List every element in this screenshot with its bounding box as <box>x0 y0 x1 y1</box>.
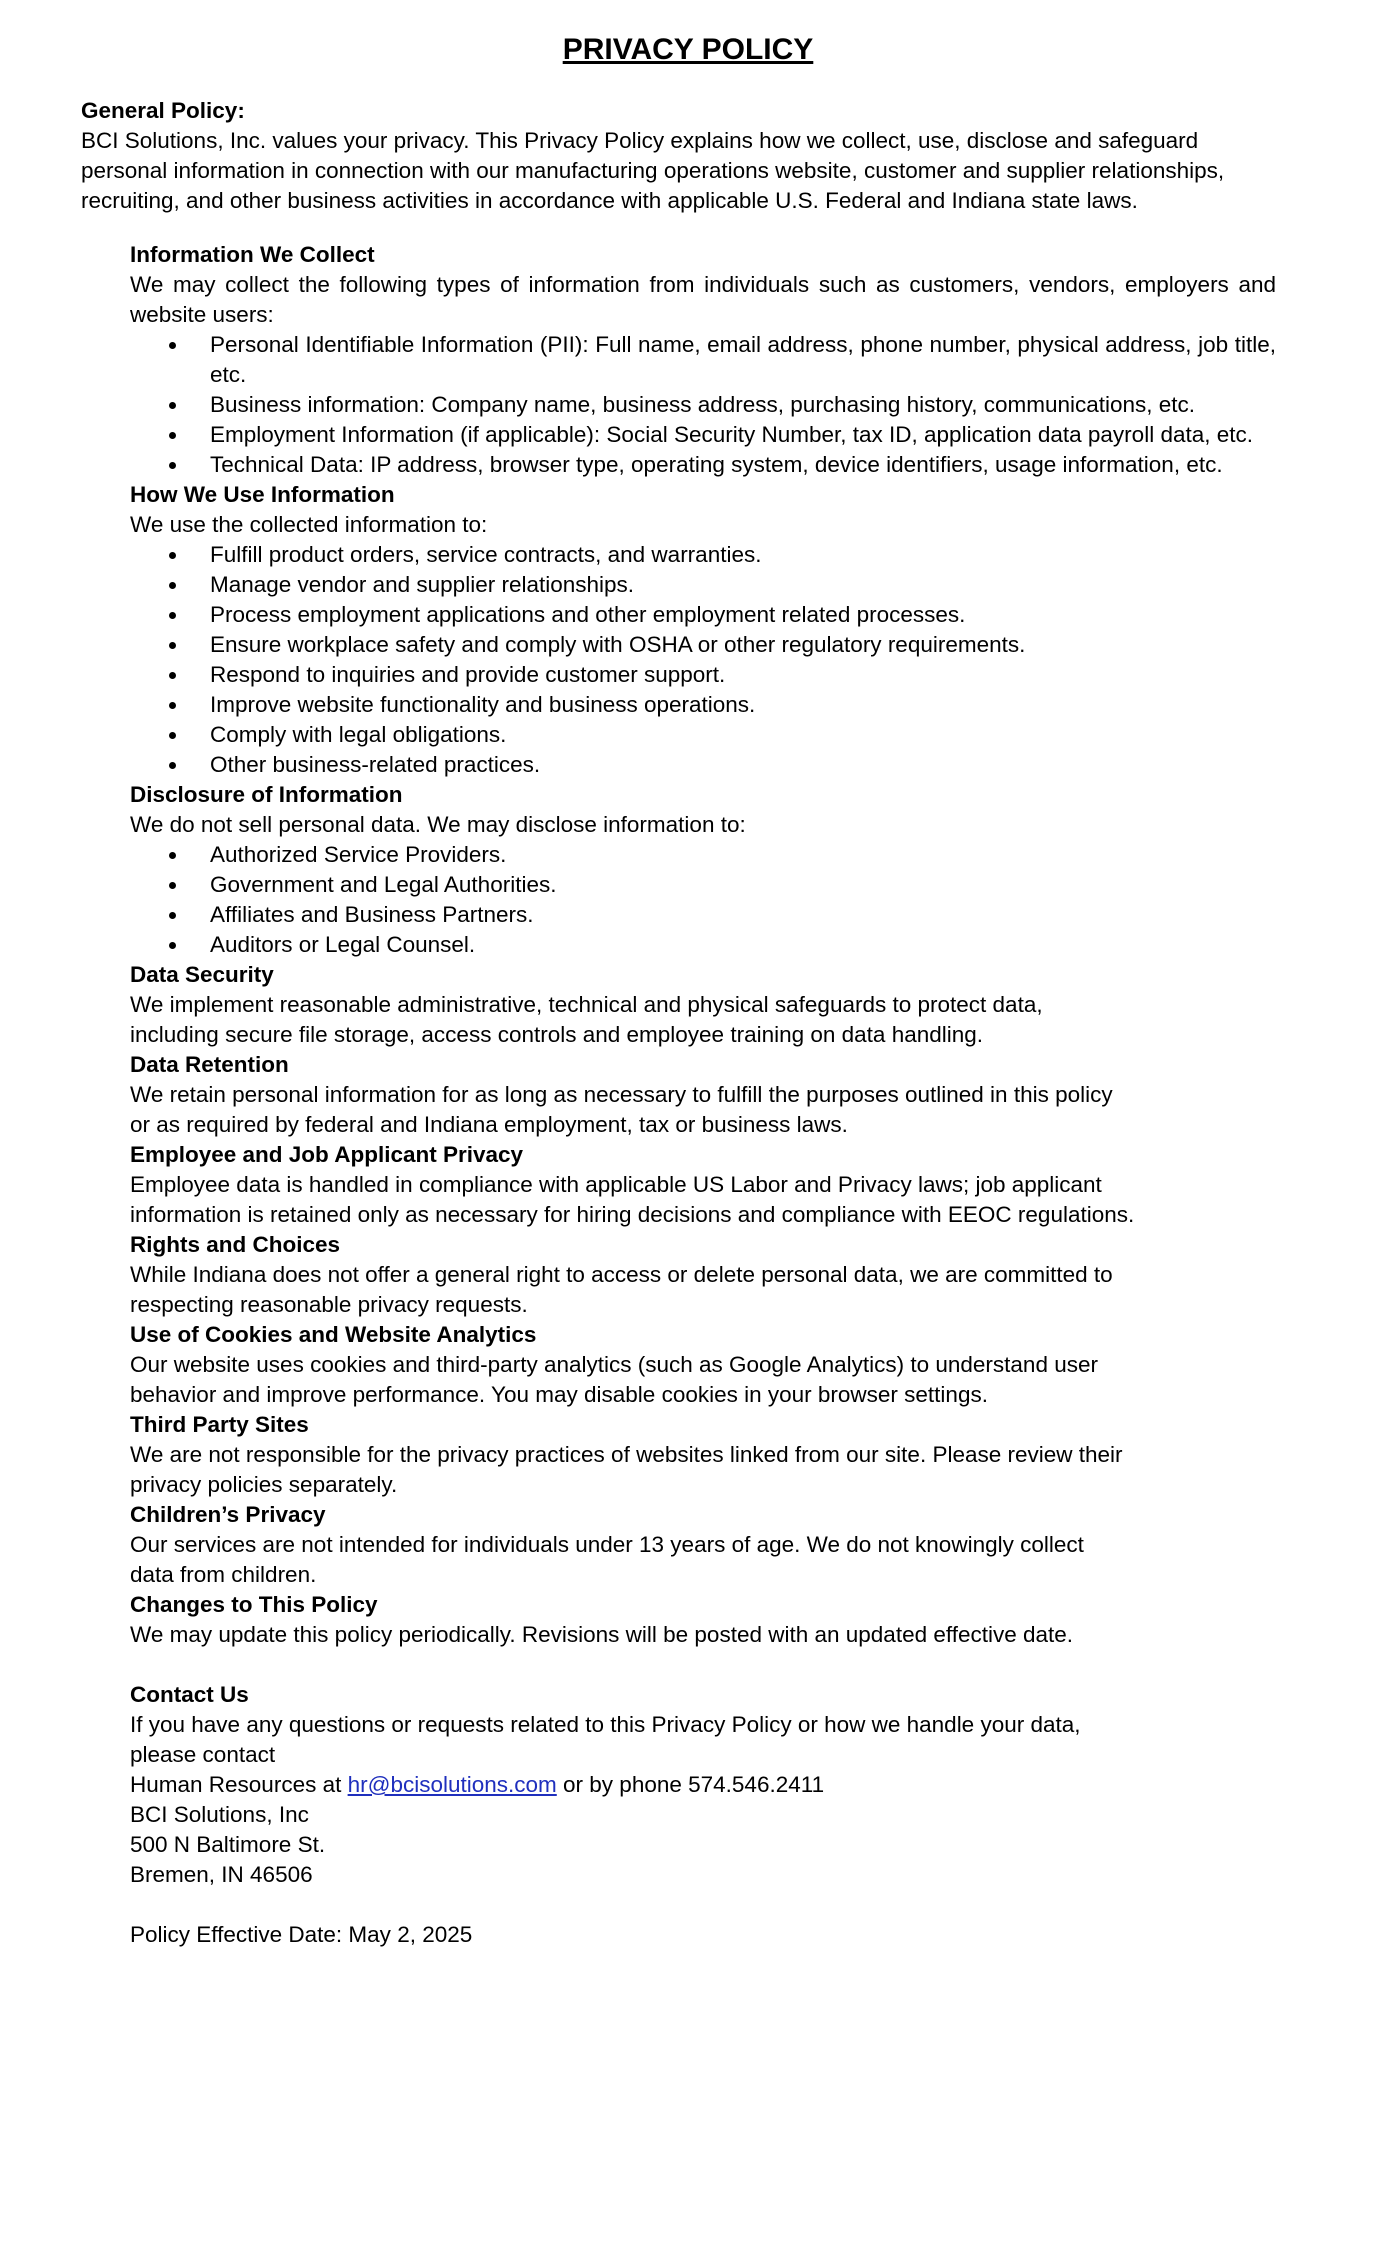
rights-section <box>130 1230 1276 1320</box>
bullet-icon <box>169 732 176 739</box>
changes-section <box>130 1590 1276 1650</box>
list-item: Authorized Service Providers. <box>130 840 1276 870</box>
contact-company: BCI Solutions, Inc <box>130 1802 309 1827</box>
list-item: Other business-related practices. <box>130 750 1276 780</box>
disclosure-list <box>130 840 1276 960</box>
changes-line: We may update this policy periodically. Revisions will be posted with an updated effective date. <box>130 1622 1074 1647</box>
list-item: Ensure workplace safety and comply with OSHA or other regulatory requirements. <box>130 630 1276 660</box>
bullet-icon <box>169 672 176 679</box>
children-heading: Children’s Privacy <box>130 1502 326 1527</box>
security-section <box>130 960 1276 1050</box>
general-policy-heading: General Policy: <box>81 98 245 123</box>
bullet-icon <box>169 432 176 439</box>
use-heading: How We Use Information <box>130 482 395 507</box>
bullet-icon <box>169 762 176 769</box>
employee-line: Employee data is handled in compliance with applicable US Labor and Privacy laws; job applicant <box>130 1172 1102 1197</box>
third-party-line: privacy policies separately. <box>130 1472 398 1497</box>
contact-street: 500 N Baltimore St. <box>130 1832 326 1857</box>
bullet-icon <box>169 402 176 409</box>
disclosure-heading: Disclosure of Information <box>130 782 403 807</box>
collect-list <box>130 330 1276 480</box>
effective-date: Policy Effective Date: May 2, 2025 <box>130 1922 473 1947</box>
collect-section <box>130 240 1276 480</box>
retention-section <box>130 1050 1276 1140</box>
list-item: Technical Data: IP address, browser type, operating system, device identifiers, usage information, etc. <box>130 450 1276 480</box>
children-section <box>130 1500 1276 1590</box>
rights-line: While Indiana does not offer a general right to access or delete personal data, we are committed to <box>130 1262 1113 1287</box>
list-item: Affiliates and Business Partners. <box>130 900 1276 930</box>
bullet-icon <box>169 702 176 709</box>
retention-line: We retain personal information for as long as necessary to fulfill the purposes outlined in this policy <box>130 1082 1113 1107</box>
security-heading: Data Security <box>130 962 274 987</box>
bullet-icon <box>169 342 176 349</box>
list-item: Manage vendor and supplier relationships. <box>130 570 1276 600</box>
third-party-section <box>130 1410 1276 1500</box>
policy-sections <box>130 240 1276 1950</box>
use-intro: We use the collected information to: <box>130 512 488 537</box>
third-party-heading: Third Party Sites <box>130 1412 309 1437</box>
third-party-line: We are not responsible for the privacy practices of websites linked from our site. Please review their <box>130 1442 1123 1467</box>
contact-line: If you have any questions or requests related to this Privacy Policy or how we handle your data, <box>130 1712 1081 1737</box>
list-item: Respond to inquiries and provide customer support. <box>130 660 1276 690</box>
collect-intro: We may collect the following types of information from individuals such as customers, vendors, employers and website users: <box>130 272 1276 327</box>
disclosure-section <box>130 780 1276 960</box>
bullet-icon <box>169 852 176 859</box>
use-list <box>130 540 1276 780</box>
changes-heading: Changes to This Policy <box>130 1592 378 1617</box>
disclosure-intro: We do not sell personal data. We may disclose information to: <box>130 812 746 837</box>
list-item: Government and Legal Authorities. <box>130 870 1276 900</box>
list-item: Personal Identifiable Information (PII): Full name, email address, phone number, physical address, job title, etc. <box>130 330 1276 390</box>
bullet-icon <box>169 882 176 889</box>
retention-line: or as required by federal and Indiana employment, tax or business laws. <box>130 1112 848 1137</box>
cookies-line: Our website uses cookies and third-party analytics (such as Google Analytics) to understand user <box>130 1352 1098 1377</box>
employee-heading: Employee and Job Applicant Privacy <box>130 1142 524 1167</box>
bullet-icon <box>169 582 176 589</box>
list-item: Fulfill product orders, service contracts, and warranties. <box>130 540 1276 570</box>
cookies-line: behavior and improve performance. You may disable cookies in your browser settings. <box>130 1382 988 1407</box>
collect-heading: Information We Collect <box>130 242 375 267</box>
retention-heading: Data Retention <box>130 1052 289 1077</box>
employee-section <box>130 1140 1276 1230</box>
list-item: Improve website functionality and business operations. <box>130 690 1276 720</box>
list-item: Comply with legal obligations. <box>130 720 1276 750</box>
security-line: We implement reasonable administrative, technical and physical safeguards to protect data, <box>130 992 1043 1017</box>
bullet-icon <box>169 552 176 559</box>
children-line: Our services are not intended for individuals under 13 years of age. We do not knowingly collect <box>130 1532 1084 1557</box>
cookies-heading: Use of Cookies and Website Analytics <box>130 1322 537 1347</box>
list-item: Process employment applications and other employment related processes. <box>130 600 1276 630</box>
list-item: Auditors or Legal Counsel. <box>130 930 1276 960</box>
contact-city: Bremen, IN 46506 <box>130 1862 313 1887</box>
bullet-icon <box>169 942 176 949</box>
security-line: including secure file storage, access controls and employee training on data handling. <box>130 1022 984 1047</box>
general-policy-section <box>81 96 1276 216</box>
contact-line: please contact <box>130 1742 276 1767</box>
contact-heading: Contact Us <box>130 1682 249 1707</box>
bullet-icon <box>169 612 176 619</box>
list-item: Business information: Company name, business address, purchasing history, communications, etc. <box>130 390 1276 420</box>
bullet-icon <box>169 462 176 469</box>
rights-line: respecting reasonable privacy requests. <box>130 1292 528 1317</box>
list-item: Employment Information (if applicable): Social Security Number, tax ID, application data payroll data, etc. <box>130 420 1276 450</box>
bullet-icon <box>169 912 176 919</box>
employee-line: information is retained only as necessary for hiring decisions and compliance with EEOC regulations. <box>130 1202 1135 1227</box>
bullet-icon <box>169 642 176 649</box>
use-section <box>130 480 1276 780</box>
general-policy-body: BCI Solutions, Inc. values your privacy. This Privacy Policy explains how we collect, use, disclose and safeguard personal information in connection with our manufacturing operations website, customer and supplier relationships, recruiting, and other business activities in accordance with applicable U.S. Federal and Indiana state laws. <box>81 128 1225 213</box>
spacer <box>130 1890 1276 1920</box>
page-title: PRIVACY POLICY <box>562 33 814 66</box>
contact-section <box>130 1680 1276 1890</box>
children-line: data from children. <box>130 1562 317 1587</box>
spacer <box>130 1650 1276 1680</box>
hr-email-link[interactable]: hr@bcisolutions.com <box>347 1772 557 1797</box>
rights-heading: Rights and Choices <box>130 1232 341 1257</box>
contact-hr-line: Human Resources at hr@bcisolutions.com or by phone 574.546.2411 <box>130 1772 825 1797</box>
cookies-section <box>130 1320 1276 1410</box>
